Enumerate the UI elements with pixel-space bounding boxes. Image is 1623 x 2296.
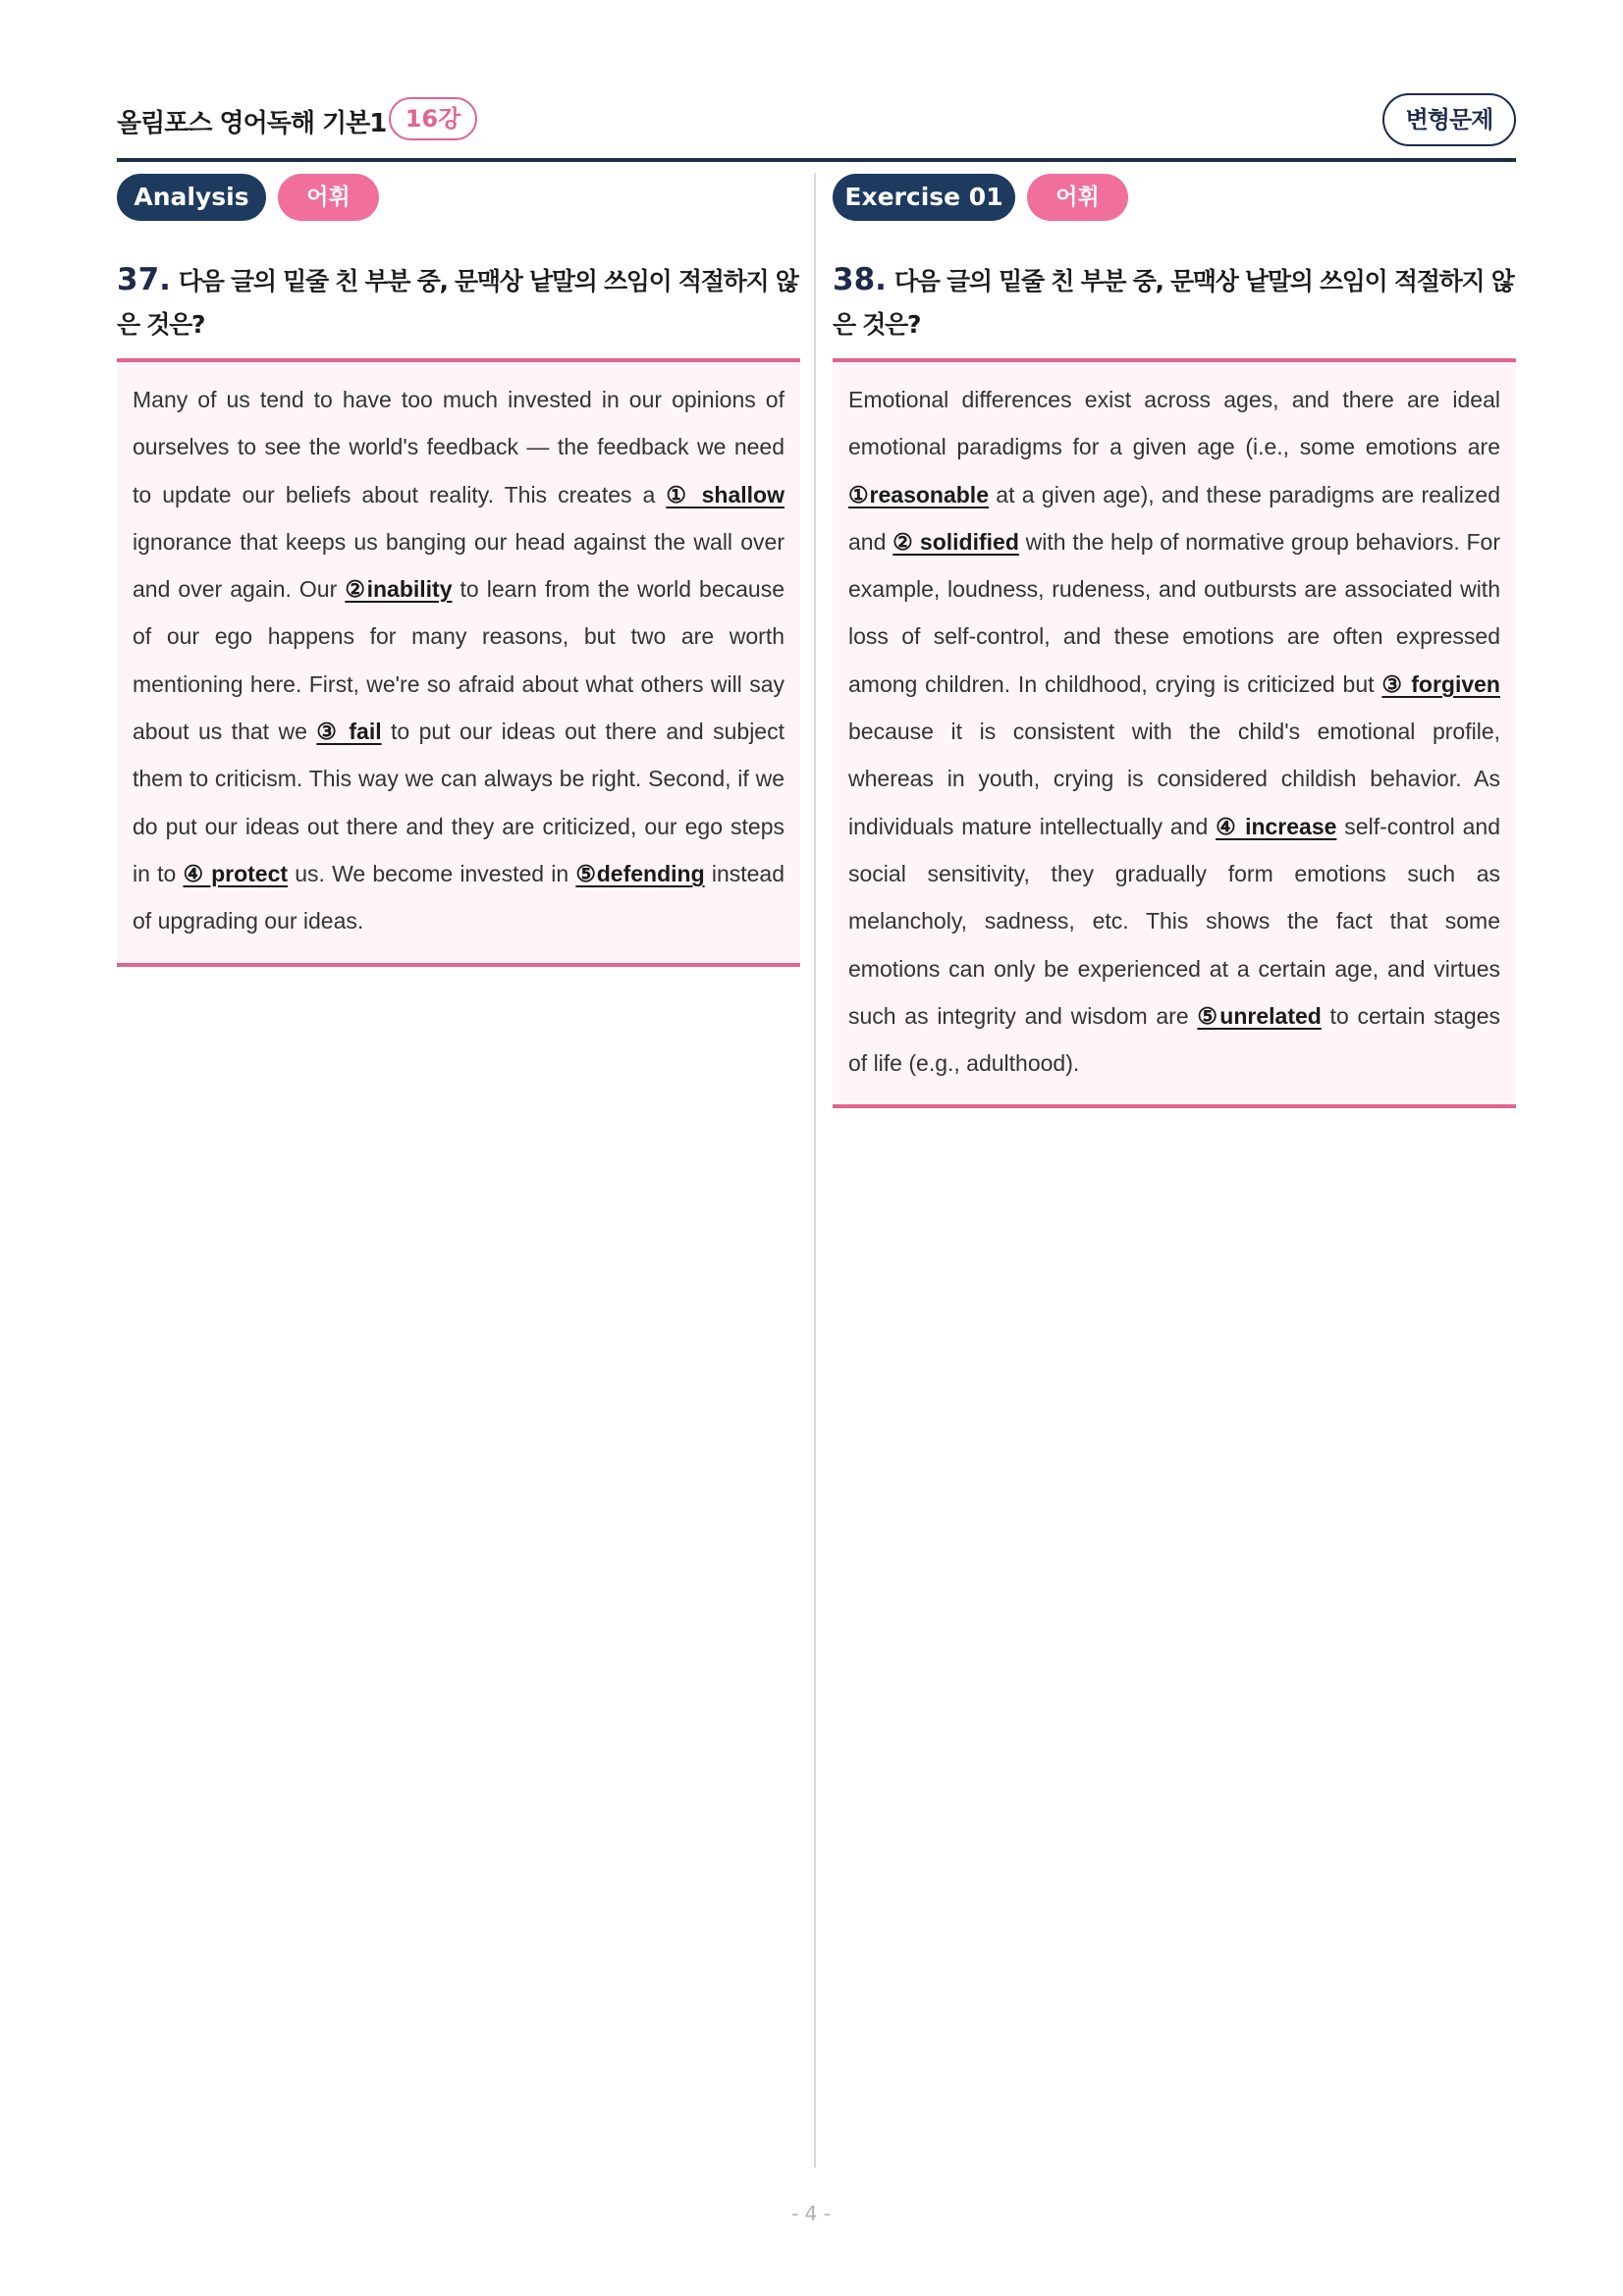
underlined-choice: ① shallow <box>666 481 784 507</box>
passage-segment: ignorance that keeps us banging our head against the wall over and over again. Our <box>133 528 784 603</box>
underlined-choice: ①reasonable <box>848 481 989 507</box>
passage-segment: to certain stages of life (e.g., adulthood). <box>848 1002 1500 1077</box>
question-number: 37. <box>117 262 171 297</box>
passage-segment: Many of us tend to have too much invested in our opinions of ourselves to see the world's feedback — the feedback we need to update our beliefs about reality. This creates a <box>133 387 784 507</box>
passage-segment: to learn from the world because of our ego happens for many reasons, but two are worth mentioning here. First, we're so afraid about what others will say about us that we <box>133 576 784 745</box>
passage-box <box>833 362 1516 1108</box>
question-text: 다음 글의 밑줄 친 부분 중, 문맥상 낱말의 쓰임이 적절하지 않은 것은? <box>833 267 1514 339</box>
passage-segment: to put our ideas out there and subject them to criticism. This way we can always be right. Second, if we do put our ideas out there and they are criticized, our ego steps in to <box>133 719 784 886</box>
passage-box <box>117 362 800 967</box>
underlined-choice: ⑤defending <box>575 860 705 886</box>
lesson-badge: 16강 <box>389 97 477 140</box>
question-text: 다음 글의 밑줄 친 부분 중, 문맥상 낱말의 쓰임이 적절하지 않은 것은? <box>117 267 798 339</box>
question-number: 38. <box>833 262 887 297</box>
tab-vocabulary[interactable]: 어휘 <box>278 174 379 221</box>
page-number: - 4 - <box>791 2202 831 2225</box>
underlined-choice: ③ forgiven <box>1381 670 1500 697</box>
underlined-choice: ④ protect <box>183 860 289 886</box>
variant-problem-button[interactable]: 변형문제 <box>1382 93 1516 146</box>
underlined-choice: ⑤unrelated <box>1197 1002 1322 1029</box>
passage-segment: us. We become invested in <box>288 860 576 886</box>
passage-text <box>848 376 1500 1087</box>
passage-text <box>133 376 784 945</box>
question-37 <box>117 258 800 362</box>
tab-analysis[interactable]: Analysis <box>117 174 266 221</box>
tab-exercise[interactable]: Exercise 01 <box>833 174 1015 221</box>
passage-segment: at a given age), and these paradigms are realized and <box>848 481 1500 555</box>
book-title: 올림포스 영어독해 기본1 <box>117 109 387 138</box>
right-tabs <box>833 174 1516 221</box>
passage-segment: with the help of normative group behaviors. For example, loudness, rudeness, and outbursts are associated with loss of self-control, and these emotions are often expressed among children. In childhood, crying is criticized but <box>848 528 1500 697</box>
passage-segment: instead of upgrading our ideas. <box>133 860 784 934</box>
underlined-choice: ④ increase <box>1216 813 1337 839</box>
passage-segment: because it is consistent with the child's emotional profile, whereas in youth, crying is considered childish behavior. As individuals mature intellectually and <box>848 719 1500 839</box>
right-column <box>833 174 1516 1108</box>
column-divider <box>814 173 816 2167</box>
underlined-choice: ② solidified <box>893 528 1019 555</box>
underlined-choice: ②inability <box>345 576 453 603</box>
page-header <box>117 93 1516 162</box>
question-38 <box>833 258 1516 362</box>
passage-segment: Emotional differences exist across ages, and there are ideal emotional paradigms for a given age (i.e., some emotions are <box>848 387 1500 460</box>
tab-vocabulary[interactable]: 어휘 <box>1027 174 1128 221</box>
underlined-choice: ③ fail <box>316 719 382 745</box>
left-column <box>117 174 800 967</box>
left-tabs <box>117 174 800 221</box>
passage-segment: self-control and social sensitivity, they gradually form emotions such as melancholy, sadness, etc. This shows the fact that some emotions can only be experienced at a certain age, and virtues such as integrity and wisdom are <box>848 813 1501 1029</box>
